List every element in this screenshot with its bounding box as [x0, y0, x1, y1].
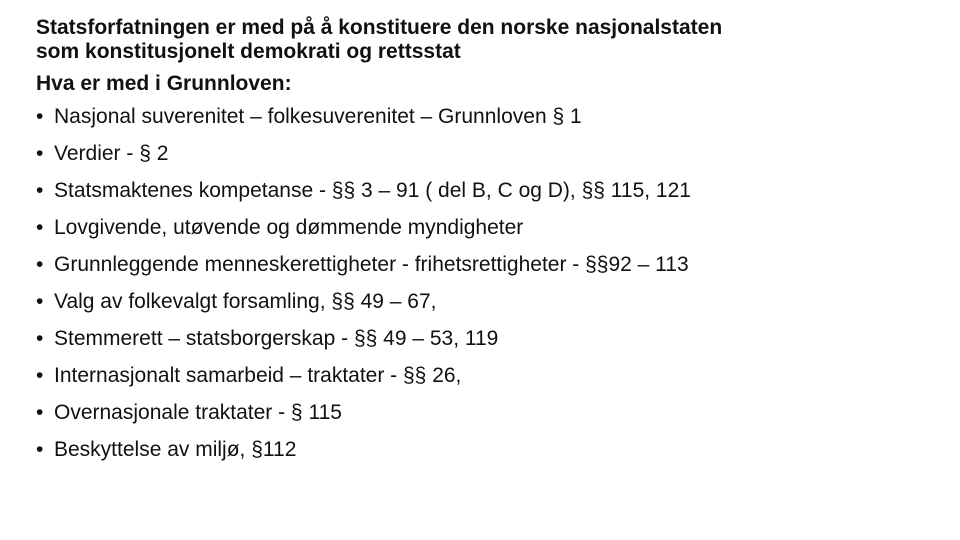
bullet-text: Internasjonalt samarbeid – traktater - §§ 26,: [54, 364, 462, 387]
bullet-item: [36, 209, 936, 246]
bullet-text: Stemmerett – statsborgerskap - §§ 49 – 53, 119: [54, 327, 499, 350]
bullet-icon: •: [36, 253, 44, 276]
bullet-text: Statsmaktenes kompetanse - §§ 3 – 91 ( del B, C og D), §§ 115, 121: [54, 179, 691, 202]
bullet-item: [36, 246, 936, 283]
slide-content: [36, 16, 936, 468]
bullet-text: Valg av folkevalgt forsamling, §§ 49 – 67,: [54, 290, 437, 313]
bullet-text: Nasjonal suverenitet – folkesuverenitet – Grunnloven § 1: [54, 105, 582, 128]
bullet-list: [36, 98, 936, 468]
bullet-icon: •: [36, 105, 44, 128]
slide-heading: [36, 16, 936, 64]
heading-line-2: som konstitusjonelt demokrati og rettsstat: [36, 40, 461, 63]
bullet-item: [36, 283, 936, 320]
bullet-icon: •: [36, 364, 44, 387]
bullet-item: [36, 98, 936, 135]
bullet-icon: •: [36, 142, 44, 165]
bullet-item: [36, 320, 936, 357]
bullet-icon: •: [36, 401, 44, 424]
bullet-text: Beskyttelse av miljø, §112: [54, 438, 297, 461]
bullet-item: [36, 357, 936, 394]
bullet-text: Lovgivende, utøvende og dømmende myndigheter: [54, 216, 524, 239]
bullet-text: Grunnleggende menneskerettigheter - frihetsrettigheter - §§92 – 113: [54, 253, 689, 276]
bullet-icon: •: [36, 179, 44, 202]
bullet-icon: •: [36, 438, 44, 461]
bullet-item: [36, 135, 936, 172]
slide-subheading: Hva er med i Grunnloven:: [36, 72, 292, 95]
bullet-text: Verdier - § 2: [54, 142, 169, 165]
heading-line-1: Statsforfatningen er med på å konstituere den norske nasjonalstaten: [36, 16, 723, 39]
bullet-icon: •: [36, 216, 44, 239]
bullet-item: [36, 172, 936, 209]
bullet-item: [36, 394, 936, 431]
bullet-icon: •: [36, 290, 44, 313]
bullet-icon: •: [36, 327, 44, 350]
bullet-item: [36, 431, 936, 468]
bullet-text: Overnasjonale traktater - § 115: [54, 401, 342, 424]
